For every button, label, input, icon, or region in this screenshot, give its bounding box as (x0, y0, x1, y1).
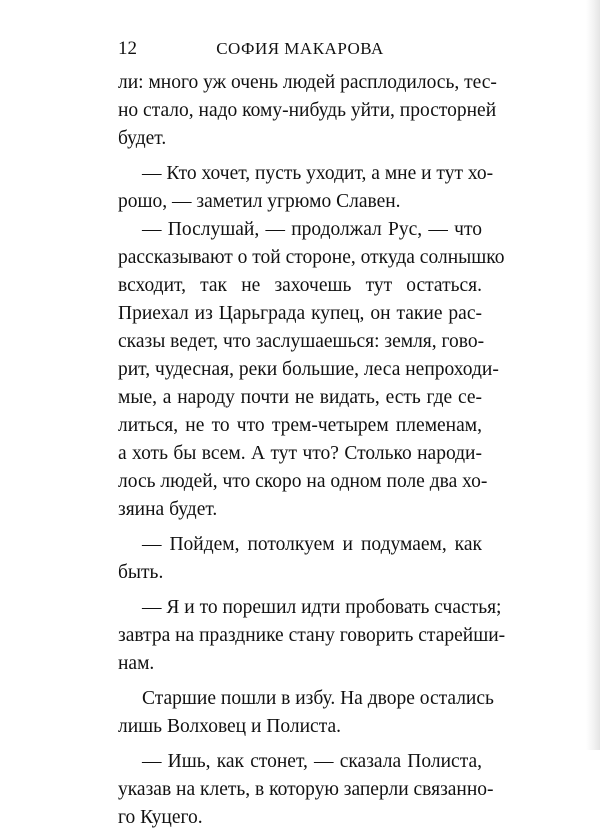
text-line: — Ишь, как стонет, — сказала Полиста, (142, 751, 482, 772)
paragraph-gap (118, 678, 482, 685)
text-line: мые, а народу почти не видать, есть где се- (118, 387, 482, 408)
paragraph (118, 685, 494, 741)
text-line: — Пойдем, потолкуем и подумаем, как (142, 534, 482, 555)
body-text (118, 69, 506, 832)
text-line: — Я и то порешил идти пробовать счастья; (142, 597, 502, 618)
text-line: завтра на празднике стану говорить старейши- (118, 625, 506, 646)
text-line: лось людей, что скоро на одном поле два хо- (118, 471, 488, 492)
text-line: всходит, так не захочешь тут остаться. (118, 275, 482, 296)
paragraph (118, 594, 506, 678)
text-line: — Послушай, — продолжал Рус, — что (142, 219, 482, 240)
text-line: литься, не то что трем-четырем племенам, (118, 415, 482, 436)
text-line: — Кто хочет, пусть уходит, а мне и тут хо- (142, 163, 494, 184)
paragraph (118, 748, 494, 832)
running-title: СОФИЯ МАКАРОВА (216, 39, 384, 58)
paragraph-gap (118, 587, 482, 594)
paragraph (118, 69, 497, 153)
text-line: будет. (118, 128, 167, 149)
text-line: а хоть бы всем. А тут что? Столько народи- (118, 443, 482, 464)
page-number: 12 (118, 38, 137, 59)
text-line: ли: много уж очень людей расплодилось, тес- (118, 72, 497, 93)
text-line: Приехал из Царьграда купец, он такие рас- (118, 303, 482, 324)
paragraph (118, 531, 482, 587)
text-line: лишь Волховец и Полиста. (118, 716, 341, 737)
text-line: быть. (118, 562, 164, 583)
page-edge-shadow (586, 0, 600, 750)
page-header (118, 36, 482, 62)
text-line: Старшие пошли в избу. На дворе остались (142, 688, 494, 709)
text-line: но стало, надо кому-нибудь уйти, просторней (118, 100, 497, 121)
text-line: зяина будет. (118, 499, 218, 520)
paragraph-gap (118, 153, 482, 160)
paragraph-gap (118, 524, 482, 531)
paragraph (118, 160, 494, 216)
text-line: нам. (118, 653, 155, 674)
text-line: сказы ведет, что заслушаешься: земля, гово- (118, 331, 485, 352)
text-line: рассказывают о той стороне, откуда солнышко (118, 247, 505, 268)
text-line: го Куцего. (118, 807, 203, 828)
text-line: указав на клеть, в которую заперли связанно- (118, 779, 494, 800)
paragraph (118, 216, 505, 524)
text-line: рошо, — заметил угрюмо Славен. (118, 191, 401, 212)
text-line: рит, чудесная, реки большие, леса непроходи- (118, 359, 499, 380)
paragraph-gap (118, 741, 482, 748)
